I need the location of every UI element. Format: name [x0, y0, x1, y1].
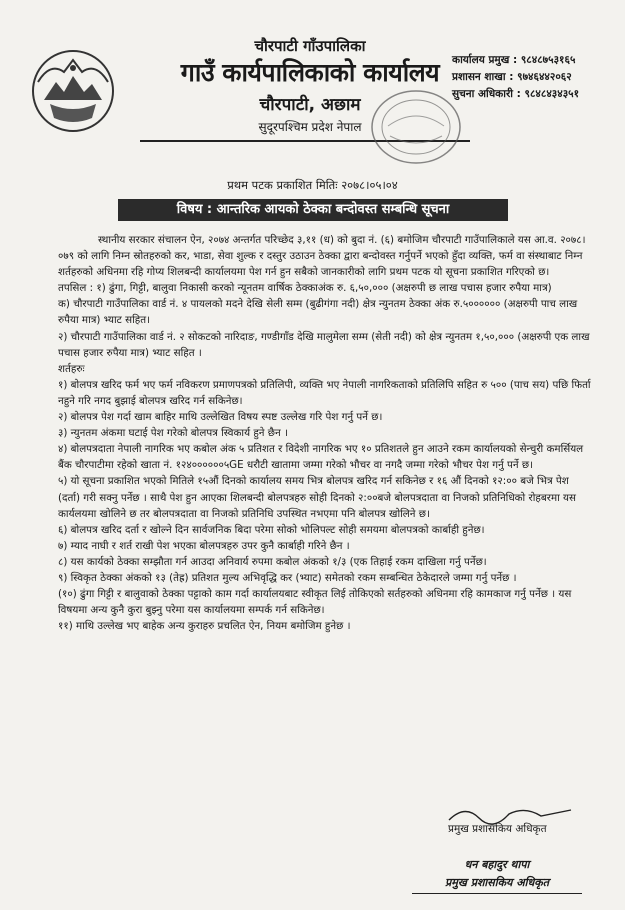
contact-row: प्रशासन शाखा : ९७४६४४२०६२ [452, 71, 572, 83]
condition-item: ९) स्विकृत ठेक्का अंकको १३ (तेह्र) प्रतिशत मुल्य अभिवृद्धि कर (भ्याट) समेतको रकम सम्बन्धित ठेकेदारले जम्मा गर्नु पर्नेछ । [58, 571, 517, 584]
signatory-name: धन बहादुर थापा [464, 858, 530, 871]
nepal-emblem-icon [30, 48, 116, 134]
signatory-title: प्रमुख प्रशासकिय अधिकृत [448, 823, 547, 835]
notice-body [58, 232, 594, 634]
intro-paragraph: स्थानीय सरकार संचालन ऐन, २०७४ अन्तर्गत परिच्छेद ३,११ (ध) को बुदा नं. (६) बमोजिम चौरपाटी गाउँपालिकाले यस आ.व. २०७८।०७९ को लागि निम्न स्रोतहरुको कर, भाडा, सेवा शुल्क र दस्तुर उठाउन ठेक्का द्वारा बन्दोवस्त गर्नुपर्ने भएको हुँदा व्यक्ति, फर्म वा संस्थाबाट निम्न शर्तहरुको अधिनमा रहि गोप्य शिलबन्दी कार्यालयमा पेश गर्न हुन सबैको जानकारीको लागि प्रथम पटक यो सूचना प्रकाशित गरिएको छ। [58, 234, 586, 279]
contact-list [452, 52, 579, 103]
subject-banner: विषय : आन्तरिक आयको ठेक्का बन्दोवस्त सम्बन्धि सूचना [118, 199, 508, 221]
list-item: तपसिल : १) ढुंगा, गिट्टी, बालुवा निकासी करको न्यूनतम वार्षिक ठेक्काअंक रु. ६,५०,००० (अक्षरुपी छ लाख पचास हजार रुपैया मात्र) [58, 282, 552, 295]
list-item: क) चौरपाटी गाउँपालिका वार्ड नं. ४ पायलको मदने देखि सेली सम्म (बुढीगंगा नदी) क्षेत्र न्युनतम ठेक्का अंक रु.५०००००० (अक्षरुपी पाच लाख रुपैया मात्र) भ्याट सहित। [58, 298, 578, 327]
contact-row: सुचना अधिकारी : ९८४८४३४३५१ [452, 88, 580, 100]
condition-item: ८) यस कार्यको ठेक्का सम्झौता गर्न आउदा अनिवार्य रुपमा कबोल अंकको १/३ (एक तिहाई रकम दाखिला गर्नु पर्नेछ। [58, 555, 487, 568]
list-item: २) चौरपाटी गाउँपालिका वार्ड नं. २ सोकटको नारिदाङ, गण्डीगाँड देखि मालुमेला सम्म (सेती नदी) को क्षेत्र न्युनतम १,५०,००० (अक्षरुपी एक लाख पचास हजार रुपैया मात्र) भ्याट सहित । [58, 330, 590, 359]
condition-item: १) बोलपत्र खरिद फर्म भए फर्म नविकरण प्रमाणपत्रको प्रतिलिपी, व्यक्ति भए नेपाली नागरिकताको प्रतिलिपि सहित रु ५०० (पाच सय) पछि फिर्ता नहुने गरि नगद बुझाई बोलपत्र खरिद गर्न सकिनेछ। [58, 378, 591, 407]
condition-item: ११) माथि उल्लेख भए बाहेक अन्य कुराहरु प्रचलित ऐन, नियम बमोजिम हुनेछ । [58, 620, 351, 633]
signature-underline [412, 893, 582, 894]
condition-item: २) बोलपत्र पेश गर्दा खाम बाहिर माथि उल्लेखित विषय स्पष्ट उल्लेख गरि पेश गर्नु पर्ने छ। [58, 411, 383, 424]
province-name: सुदूरपश्चिम प्रदेश नेपाल [258, 120, 362, 134]
office-location: चौरपाटी, अछाम [259, 95, 361, 115]
condition-item: ६) बोलपत्र खरिद दर्ता र खोल्ने दिन सार्वजनिक बिदा परेमा सोको भोलिपल्ट सोही समयमा बोलपत्रको कार्बाही हुनेछ। [58, 523, 485, 536]
condition-item: ५) यो सूचना प्रकाशित भएको मितिले १५औं दिनको कार्यालय समय भित्र बोलपत्र खरिद गर्न सकिनेछ र १६ औं दिनको १२:०० बजे भित्र पेश (दर्ता) गरी सक्नु पर्नेछ । साथै पेश हुन आएका शिलबन्दी बोलपत्रहरु सोही दिनको २:००बजे बोलपत्रदाता वा निजको प्रतिनिधिको रोहबरमा यस कार्यलयमा खोलिने छ तर बोलपत्रदाता वा निजको प्रतिनिधि उपस्थित नभएमा पनि बोलपत्र खोलिने छ। [58, 475, 576, 520]
conditions-heading: शर्तहरुः [58, 362, 85, 375]
office-stamp-icon [368, 86, 464, 168]
condition-item: ७) म्याद नाघी र शर्त राखी पेश भएका बोलपत्रहरु उपर कुनै कार्बाही गरिने छैन । [58, 539, 350, 552]
municipality-name: चौरपाटी गाँउपालिका [254, 37, 366, 55]
condition-item: ४) बोलपत्रदाता नेपाली नागरिक भए कबोल अंक ५ प्रतिशत र विदेशी नागरिक भए १० प्रतिशतले हुन आउने रकम कार्यालयको सेन्चुरी कमर्सियल बैंक चौरपाटीमा रहेको खाता नं. १२४००००००५GE धरौटी खातामा जम्मा गरेको भौचर वा नगदै जम्मा गरेको भौचर पेश गर्नु पर्ने छ। [58, 443, 584, 472]
signatory-block [412, 856, 582, 892]
contact-row: कार्यालय प्रमुख : ९८४८७५३१६५ [452, 54, 576, 66]
publish-date: प्रथम पटक प्रकाशित मितिः २०७८।०५।०४ [227, 178, 398, 192]
signatory-name-title: प्रमुख प्रशासकिय अधिकृत [445, 876, 549, 889]
condition-item: ३) न्युनतम अंकमा घटाई पेश गरेको बोलपत्र स्विकार्य हुने छैन । [58, 427, 288, 440]
office-title: गाउँ कार्यपालिकाको कार्यालय [180, 58, 440, 87]
condition-item: (१०) ढुंगा गिट्टी र बालुवाको ठेक्का पट्टाको काम गर्दा कार्यालयबाट स्वीकृत लिई तोकिएको सर्तहरुको अधिनमा रहि कामकाज गर्नु पर्नेछ । यस विषयमा अन्य कुनै कुरा बुझ्नु परेमा यस कार्यालयमा सम्पर्क गर्न सकिनेछ। [58, 588, 572, 617]
